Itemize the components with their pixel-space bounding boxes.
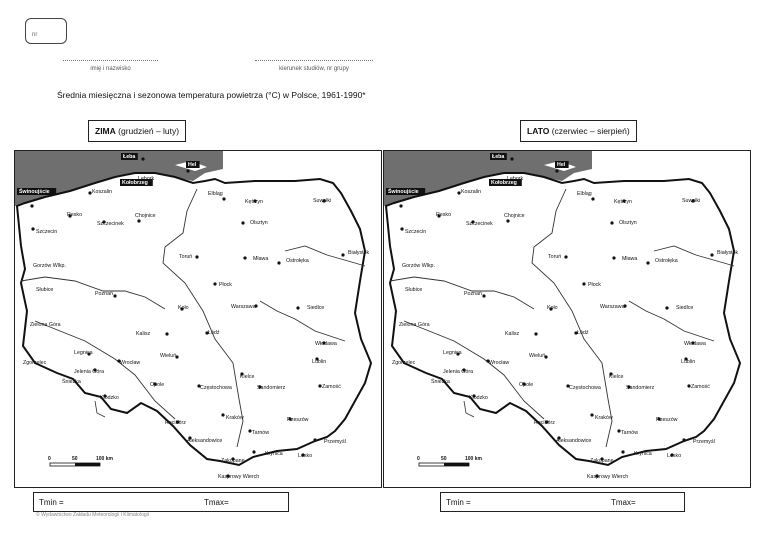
study-caption: kierunek studiów, nr grupy	[279, 66, 349, 72]
city-marker	[564, 255, 567, 258]
city-marker	[137, 219, 140, 222]
warta-river	[390, 277, 534, 309]
city-label: Poznań	[95, 291, 113, 297]
city-label: Kielce	[240, 374, 255, 380]
poland-map-winter	[15, 151, 381, 487]
city-label: Zamość	[691, 384, 710, 390]
scale-label: 0	[417, 456, 420, 462]
city-marker	[510, 157, 513, 160]
scale-label: 50	[72, 456, 78, 462]
city-label: Zamość	[322, 384, 341, 390]
odra-river	[35, 321, 175, 419]
city-label: Racibórz	[534, 420, 555, 426]
city-label: Hel	[557, 162, 566, 168]
city-label: Lesko	[298, 453, 313, 459]
city-label: Słubice	[36, 287, 54, 293]
city-marker	[30, 204, 33, 207]
city-label: Słubice	[405, 287, 423, 293]
city-label: Częstochowa	[200, 385, 232, 391]
city-label: Gorzów Wlkp.	[33, 263, 66, 269]
city-label: Białystok	[348, 250, 370, 256]
nysa-river	[95, 401, 105, 417]
city-marker	[621, 450, 624, 453]
city-label: Włodawa	[315, 341, 337, 347]
city-label: Warszawa	[231, 304, 256, 310]
map-summer	[383, 150, 751, 488]
city-marker	[399, 204, 402, 207]
city-label: Suwałki	[682, 198, 701, 204]
city-marker	[296, 306, 299, 309]
city-label: Hel	[188, 162, 197, 168]
city-label: Płock	[219, 282, 232, 288]
city-label: Krynica	[265, 451, 283, 457]
city-label: Koszalin	[92, 189, 113, 195]
city-marker	[591, 197, 594, 200]
vistula-river	[163, 189, 243, 447]
city-label: Kraków	[226, 415, 244, 421]
city-label: Lębork	[507, 176, 524, 182]
city-label: Zgorzelec	[23, 360, 47, 366]
city-label: Przemyśl	[693, 439, 715, 445]
map-winter	[14, 150, 382, 488]
city-label: Toruń	[179, 254, 193, 260]
city-label: Legnica	[443, 350, 462, 356]
city-label: Mława	[622, 256, 638, 262]
city-label: Poznań	[464, 291, 482, 297]
city-label: Świnoujście	[19, 189, 50, 195]
nysa-river	[464, 401, 474, 417]
city-marker	[590, 413, 593, 416]
city-label: Suwałki	[313, 198, 332, 204]
city-label: Wieluń	[529, 353, 546, 359]
city-marker	[31, 227, 34, 230]
city-label: Tarnów	[621, 430, 639, 436]
city-label: Zielona Góra	[30, 322, 61, 328]
city-label: Częstochowa	[569, 385, 601, 391]
name-line[interactable]	[63, 60, 158, 61]
city-label: Zielona Góra	[399, 322, 430, 328]
city-label: Kraków	[595, 415, 613, 421]
city-marker	[646, 261, 649, 264]
bug-river	[629, 301, 714, 341]
tmax-label-winter: Tmax=	[204, 498, 229, 507]
city-label: Warszawa	[600, 304, 625, 310]
city-marker	[221, 413, 224, 416]
city-marker	[277, 261, 280, 264]
city-label: Gorzów Wlkp.	[402, 263, 435, 269]
city-label: Lesko	[667, 453, 682, 459]
city-label: Kętrzyn	[245, 199, 263, 205]
city-label: Siedlce	[676, 305, 694, 311]
city-label: Zgorzelec	[392, 360, 416, 366]
tmax-label-summer: Tmax=	[611, 498, 636, 507]
city-label: Opole	[150, 382, 165, 388]
city-label: Chojnice	[504, 213, 525, 219]
tmin-label-winter: Tmin =	[39, 498, 64, 507]
odra-river	[404, 321, 544, 419]
city-label: Aleksandowice	[187, 438, 223, 444]
warta-river	[21, 277, 165, 309]
name-caption: imię i nazwisko	[90, 66, 131, 72]
tmin-label-summer: Tmin =	[446, 498, 471, 507]
city-marker	[482, 294, 485, 297]
city-label: Włodawa	[684, 341, 706, 347]
city-marker	[141, 157, 144, 160]
vistula-river	[532, 189, 612, 447]
city-label: Olsztyn	[619, 220, 637, 226]
city-label: Elbląg	[577, 191, 592, 197]
city-label: Resko	[67, 212, 83, 218]
city-label: Zakopane	[590, 458, 614, 464]
city-marker	[165, 332, 168, 335]
city-marker	[612, 256, 615, 259]
season-label-winter: ZIMA (grudzień – luty)	[88, 120, 186, 142]
city-label: Łódź	[208, 330, 220, 336]
city-label: Siedlce	[307, 305, 325, 311]
city-marker	[665, 306, 668, 309]
city-label: Wrocław	[489, 360, 510, 366]
city-label: Szczecinek	[466, 221, 493, 227]
city-marker	[341, 253, 344, 256]
temperature-box-summer[interactable]	[440, 492, 685, 512]
city-label: Kasprowy Wierch	[218, 474, 260, 480]
city-marker	[682, 438, 685, 441]
city-label: Kalisz	[505, 331, 520, 337]
city-label: Kłodzko	[100, 395, 119, 401]
city-label: Resko	[436, 212, 452, 218]
city-label: Legnica	[74, 350, 93, 356]
city-label: Olsztyn	[250, 220, 268, 226]
city-label: Śnieżka	[431, 379, 450, 385]
city-label: Łódź	[577, 330, 589, 336]
city-marker	[610, 221, 613, 224]
city-label: Kłodzko	[469, 395, 488, 401]
city-label: Łeba	[492, 154, 505, 160]
city-label: Wieluń	[160, 353, 177, 359]
scale-label: 0	[48, 456, 51, 462]
city-marker	[113, 294, 116, 297]
city-marker	[400, 227, 403, 230]
city-label: Kasprowy Wierch	[587, 474, 629, 480]
city-label: Przemyśl	[324, 439, 346, 445]
scale-bar-fill	[75, 463, 100, 466]
city-label: Zakopane	[221, 458, 245, 464]
city-marker	[243, 256, 246, 259]
city-label: Lublin	[681, 359, 696, 365]
city-label: Kalisz	[136, 331, 151, 337]
city-label: Toruń	[548, 254, 562, 260]
city-label: Kołobrzeg	[122, 180, 148, 186]
city-label: Kołobrzeg	[491, 180, 517, 186]
scale-label: 100 km	[96, 456, 113, 462]
city-label: Rzeszów	[287, 417, 309, 423]
nr-label: nr	[32, 32, 38, 38]
city-label: Śnieżka	[62, 379, 81, 385]
city-label: Kętrzyn	[614, 199, 632, 205]
city-label: Lublin	[312, 359, 327, 365]
city-marker	[186, 169, 189, 172]
poland-map-summer	[384, 151, 750, 487]
city-label: Szczecin	[36, 229, 58, 235]
city-marker	[213, 282, 216, 285]
bug-river	[260, 301, 345, 341]
baltic-sea	[384, 151, 592, 206]
city-label: Aleksandowice	[556, 438, 592, 444]
city-label: Ostrołęka	[286, 258, 309, 264]
city-label: Elbląg	[208, 191, 223, 197]
city-marker	[252, 450, 255, 453]
city-label: Kielce	[609, 374, 624, 380]
city-label: Szczecin	[405, 229, 427, 235]
city-marker	[241, 221, 244, 224]
temperature-box-winter[interactable]	[33, 492, 289, 512]
city-marker	[506, 219, 509, 222]
city-label: Mława	[253, 256, 269, 262]
city-marker	[313, 438, 316, 441]
page-title: Średnia miesięczna i sezonowa temperatura powietrza (°C) w Polsce, 1961-1990*	[57, 90, 366, 100]
city-marker	[555, 169, 558, 172]
city-label: Sandomierz	[626, 385, 655, 391]
scale-bar-fill	[444, 463, 469, 466]
city-marker	[195, 255, 198, 258]
season-label-summer: LATO (czerwiec – sierpień)	[520, 120, 637, 142]
city-label: Koszalin	[461, 189, 482, 195]
city-marker	[710, 253, 713, 256]
city-marker	[534, 332, 537, 335]
scale-label: 100 km	[465, 456, 482, 462]
city-label: Rzeszów	[656, 417, 678, 423]
city-label: Krynica	[634, 451, 652, 457]
city-label: Ostrołęka	[655, 258, 678, 264]
city-label: Wrocław	[120, 360, 141, 366]
city-label: Racibórz	[165, 420, 186, 426]
city-label: Koło	[178, 305, 189, 311]
city-label: Świnoujście	[388, 189, 419, 195]
city-label: Koło	[547, 305, 558, 311]
city-label: Lębork	[138, 176, 155, 182]
city-label: Tarnów	[252, 430, 270, 436]
city-marker	[582, 282, 585, 285]
city-label: Jelenia Góra	[443, 369, 474, 375]
study-line[interactable]	[255, 60, 373, 61]
city-marker	[222, 197, 225, 200]
city-label: Jelenia Góra	[74, 369, 105, 375]
city-label: Łeba	[123, 154, 136, 160]
scale-label: 50	[441, 456, 447, 462]
city-label: Opole	[519, 382, 534, 388]
city-label: Sandomierz	[257, 385, 286, 391]
city-label: Białystok	[717, 250, 739, 256]
number-box[interactable]	[25, 18, 67, 44]
city-label: Płock	[588, 282, 601, 288]
baltic-sea	[15, 151, 223, 206]
city-label: Chojnice	[135, 213, 156, 219]
city-label: Szczecinek	[97, 221, 124, 227]
footer-note: © Wydawnictwo Zakładu Meteorologii i Klimatologii	[36, 512, 149, 518]
